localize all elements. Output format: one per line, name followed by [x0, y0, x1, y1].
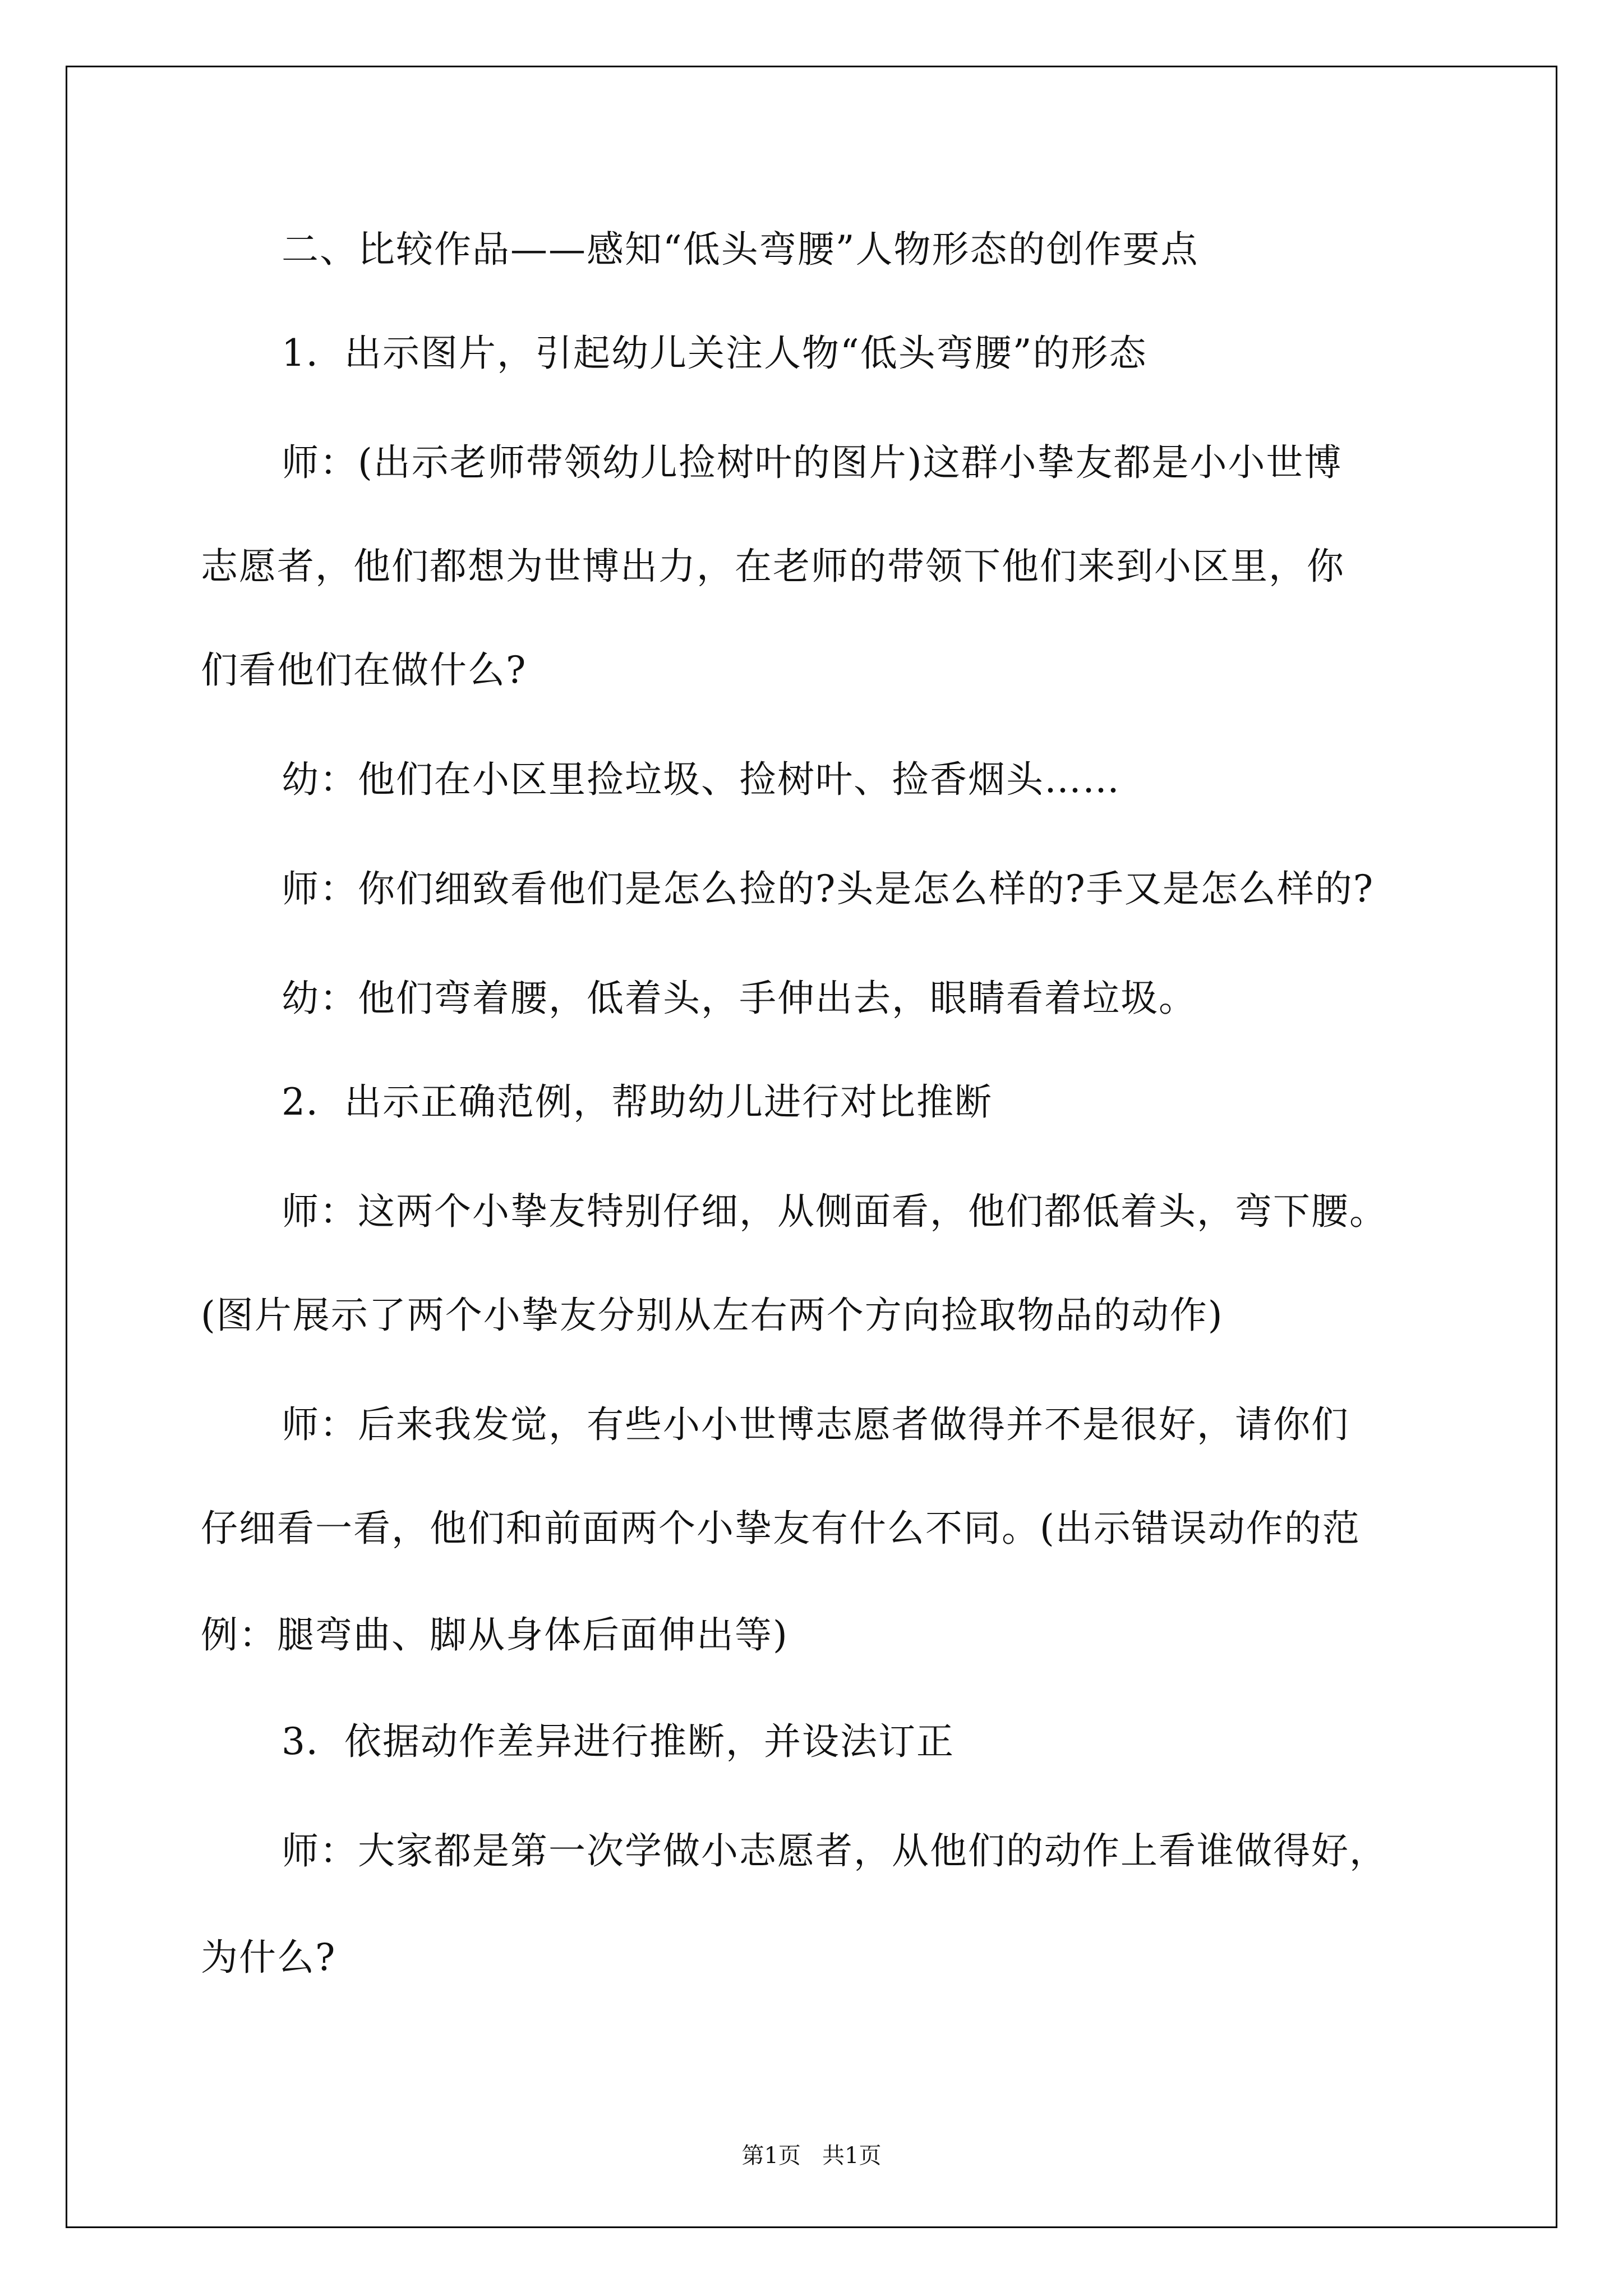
paragraph-line: (图片展示了两个小挚友分别从左右两个方向捡取物品的动作)	[201, 1294, 1224, 1337]
paragraph-line: 师：后来我发觉，有些小小世博志愿者做得并不是很好，请你们	[282, 1403, 1349, 1446]
paragraph-line: 们看他们在做什么?	[201, 648, 527, 692]
subheading-3: 3．依据动作差异进行推断，并设法订正	[282, 1720, 955, 1763]
subheading-2: 2．出示正确范例，帮助幼儿进行对比推断	[282, 1080, 993, 1124]
paragraph-line: 仔细看一看，他们和前面两个小挚友有什么不同。(出示错误动作的范	[201, 1507, 1361, 1550]
paragraph-line: 师：(出示老师带领幼儿捡树叶的图片)这群小挚友都是小小世博	[282, 441, 1343, 484]
section-heading: 二、比较作品——感知“低头弯腰”人物形态的创作要点	[282, 228, 1199, 271]
paragraph-line: 例：腿弯曲、脚从身体后面伸出等)	[201, 1613, 789, 1657]
page-border	[66, 66, 1557, 2228]
paragraph-line: 幼：他们弯着腰，低着头，手伸出去，眼睛看着垃圾。	[282, 977, 1197, 1020]
page-footer: 第1页 共1页	[741, 2143, 882, 2169]
paragraph-line: 师：你们细致看他们是怎么捡的?头是怎么样的?手又是怎么样的?	[282, 867, 1375, 910]
paragraph-line: 师：大家都是第一次学做小志愿者，从他们的动作上看谁做得好，	[282, 1829, 1387, 1872]
paragraph-line: 志愿者，他们都想为世博出力，在老师的带领下他们来到小区里，你	[201, 545, 1345, 588]
paragraph-line: 幼：他们在小区里捡垃圾、捡树叶、捡香烟头……	[282, 758, 1121, 801]
paragraph-line: 为什么?	[201, 1936, 336, 1979]
subheading-1: 1．出示图片，引起幼儿关注人物“低头弯腰”的形态	[282, 332, 1147, 375]
paragraph-line: 师：这两个小挚友特别仔细，从侧面看，他们都低着头，弯下腰。	[282, 1190, 1387, 1233]
